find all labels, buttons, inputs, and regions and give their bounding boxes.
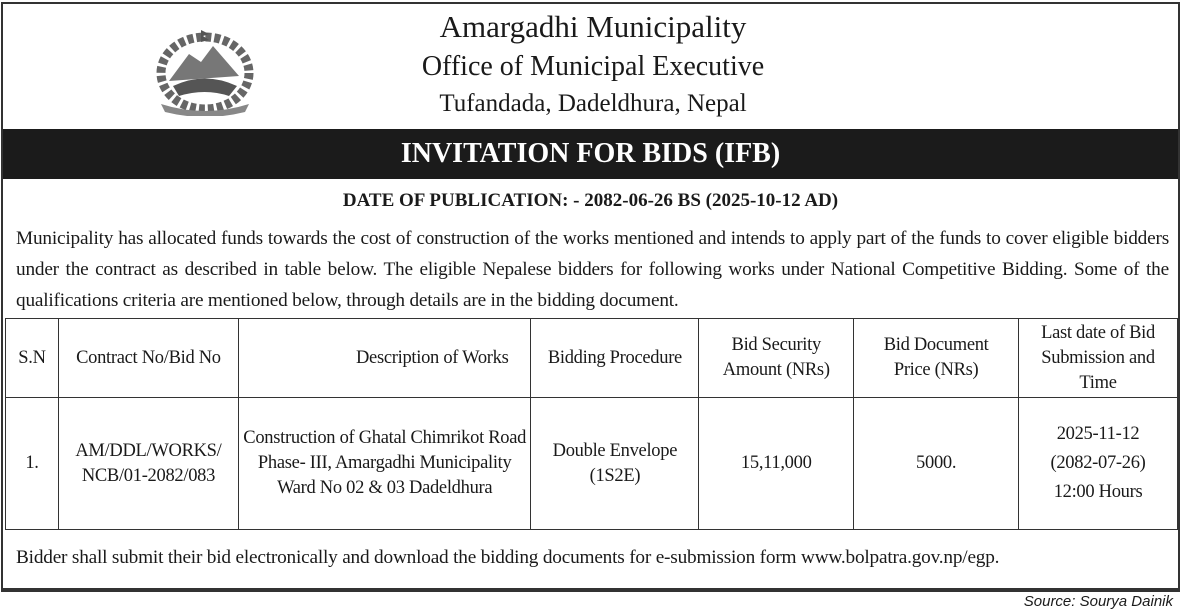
column-header: Last date of Bid Submission and Time (1019, 319, 1178, 398)
cell-sn: 1. (6, 398, 59, 530)
notice-frame (1, 2, 1180, 592)
deadline-time: 12:00 Hours (1053, 482, 1143, 502)
table-row (6, 398, 1178, 530)
notice-title: INVITATION FOR BIDS (IFB) (3, 129, 1178, 179)
cell-bid-security: 15,11,000 (699, 398, 854, 530)
cell-deadline (1019, 398, 1178, 530)
org-name: Amargadhi Municipality (439, 9, 747, 44)
deadline-date: 2025-11-12 (1056, 424, 1140, 444)
cell-document-price: 5000. (854, 398, 1019, 530)
column-header: S.N (6, 319, 59, 398)
bids-table (5, 318, 1178, 530)
publication-date: DATE OF PUBLICATION: - 2082-06-26 BS (2025-10-12 AD) (342, 190, 839, 211)
source-credit: Source: Sourya Dainik (1023, 593, 1173, 610)
cell-description: Construction of Ghatal Chimrikot Road Phase- III, Amargadhi Municipality Ward No 02 & 03 Dadeldhura (238, 398, 531, 530)
column-header: Description of Works (238, 319, 531, 398)
notice-header (3, 4, 1178, 129)
footer-note: Bidder shall submit their bid electronically and download the bidding documents for e-submission form www.bolpatra.gov.np/egp. (16, 547, 1000, 568)
column-header: Bid Document Price (NRs) (854, 319, 1019, 398)
column-header: Bidding Procedure (531, 319, 699, 398)
column-header: Contract No/Bid No (58, 319, 238, 398)
column-header: Bid Security Amount (NRs) (699, 319, 854, 398)
deadline-date-bs: (2082-07-26) (1050, 453, 1146, 473)
office-address: Tufandada, Dadeldhura, Nepal (439, 90, 747, 117)
table-header-row (6, 319, 1178, 398)
cell-contract-no: AM/DDL/WORKS/ NCB/01-2082/083 (58, 398, 238, 530)
intro-paragraph: Municipality has allocated funds towards the cost of construction of the works mentioned and intends to apply part of the funds to cover eligible bidders under the contract as described in table below. The eligible Nepalese bidders for following works under National Competitive Bidding. Some of the qualifications criteria are mentioned below, through details are in the bidding document. (16, 228, 1169, 311)
cell-procedure: Double Envelope (1S2E) (531, 398, 699, 530)
nepal-emblem-logo (149, 26, 261, 116)
office-name: Office of Municipal Executive (421, 51, 765, 82)
